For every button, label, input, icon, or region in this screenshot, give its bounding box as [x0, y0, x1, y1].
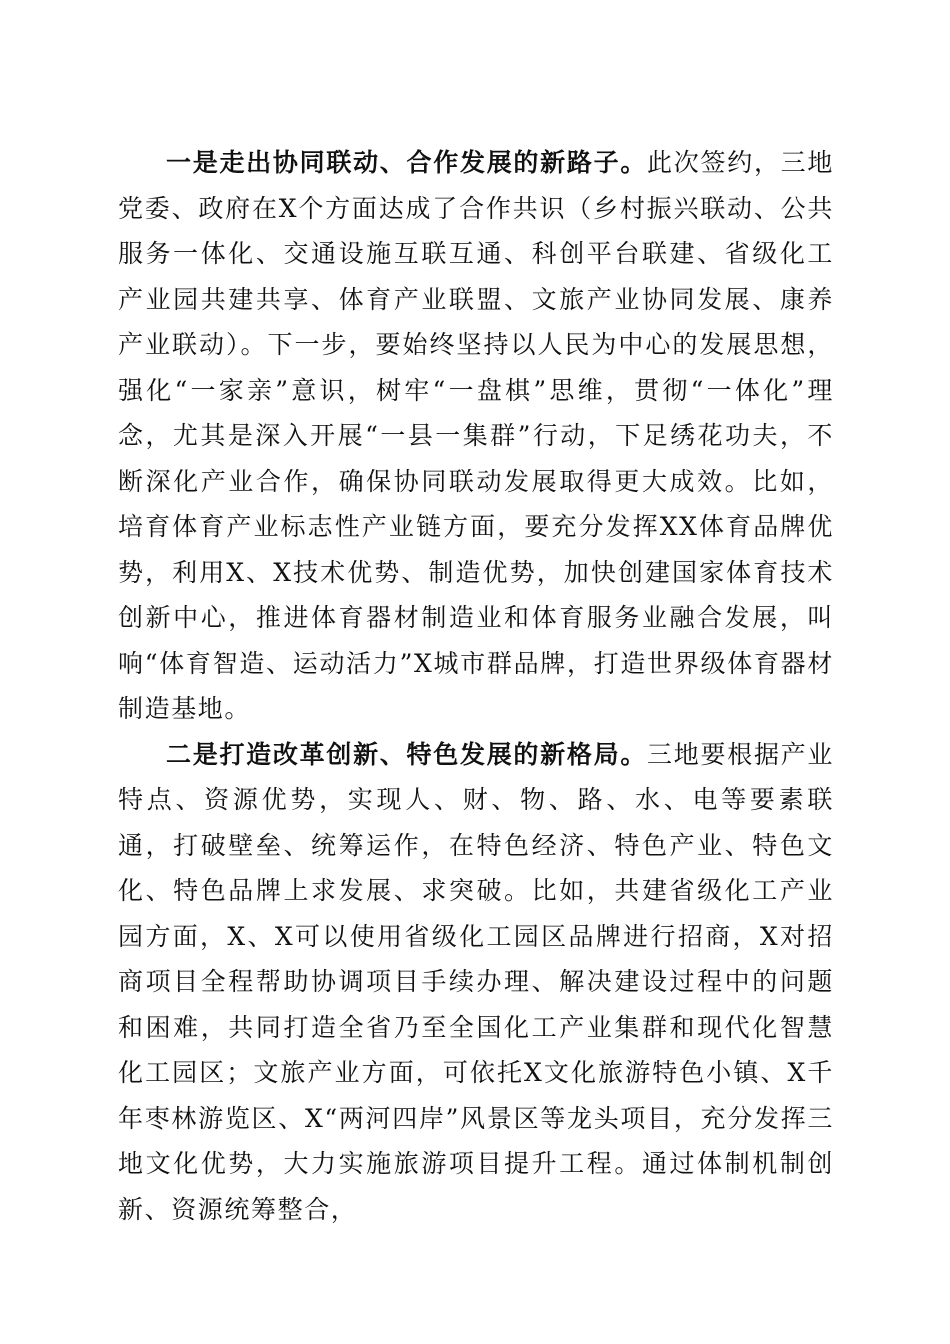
- document-body: [118, 140, 834, 1232]
- paragraph-1: [118, 140, 834, 732]
- paragraph-2-text: 三地要根据产业特点、资源优势，实现人、财、物、路、水、电等要素联通，打破壁垒、统筹运作，在特色经济、特色产业、特色文化、特色品牌上求发展、求突破。比如，共建省级化工产业园方面，X、X可以使用省级化工园区品牌进行招商，X对招商项目全程帮助协调项目手续办理、解决建设过程中的问题和困难，共同打造全省乃至全国化工产业集群和现代化智慧化工园区；文旅产业方面，可依托X文化旅游特色小镇、X千年枣林游览区、X“两河四岸”风景区等龙头项目，充分发挥三地文化优势，大力实施旅游项目提升工程。通过体制机制创新、资源统筹整合，: [118, 739, 834, 1224]
- paragraph-1-text: 此次签约，三地党委、政府在X个方面达成了合作共识（乡村振兴联动、公共服务一体化、交通设施互联互通、科创平台联建、省级化工产业园共建共享、体育产业联盟、文旅产业协同发展、康养产业联动）。下一步，要始终坚持以人民为中心的发展思想，强化“一家亲”意识，树牢“一盘棋”思维，贯彻“一体化”理念，尤其是深入开展“一县一集群”行动，下足绣花功夫，不断深化产业合作，确保协同联动发展取得更大成效。比如，培育体育产业标志性产业链方面，要充分发挥XX体育品牌优势，利用X、X技术优势、制造优势，加快创建国家体育技术创新中心，推进体育器材制造业和体育服务业融合发展，叫响“体育智造、运动活力”X城市群品牌，打造世界级体育器材制造基地。: [118, 148, 834, 723]
- paragraph-2-heading: 二是打造改革创新、特色发展的新格局。: [166, 739, 648, 769]
- paragraph-2: [118, 732, 834, 1233]
- paragraph-1-heading: 一是走出协同联动、合作发展的新路子。: [166, 148, 648, 177]
